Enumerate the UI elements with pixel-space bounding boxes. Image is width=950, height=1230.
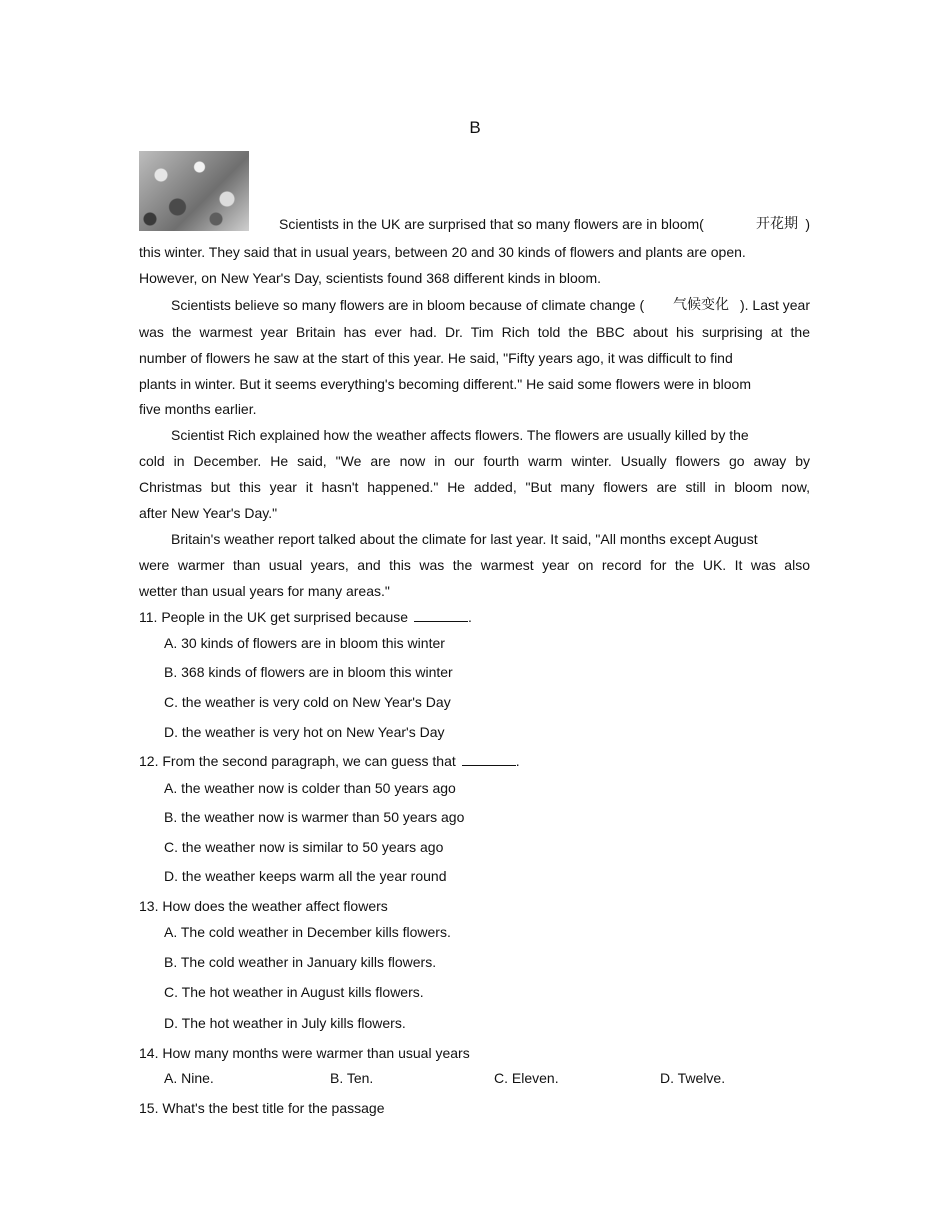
section-label: B (469, 118, 481, 137)
question-14-option-b: B. Ten. (330, 1070, 374, 1086)
question-13-stem: 13. How does the weather affect flowers (139, 898, 388, 914)
answer-blank (462, 753, 516, 766)
question-14-stem: 14. How many months were warmer than usual years (139, 1045, 470, 1061)
question-13-option-b: B. The cold weather in January kills flowers. (164, 954, 437, 970)
answer-blank (414, 609, 468, 622)
passage-p2-line-5: five months earlier. (139, 401, 257, 417)
question-12-stem: 12. From the second paragraph, we can guess that . (139, 753, 520, 769)
passage-p1-line-3: However, on New Year's Day, scientists found 368 different kinds in bloom. (139, 270, 602, 286)
question-11-option-c: C. the weather is very cold on New Year's Day (164, 694, 451, 710)
question-11-option-d: D. the weather is very hot on New Year's Day (164, 724, 445, 740)
passage-p3-line-1: Scientist Rich explained how the weather affects flowers. The flowers are usually killed by the (171, 427, 749, 443)
passage-p1-line-1: Scientists in the UK are surprised that so many flowers are in bloom( 开花期 ) (279, 216, 810, 232)
question-12-option-b: B. the weather now is warmer than 50 years ago (164, 809, 465, 825)
question-11-option-b: B. 368 kinds of flowers are in bloom this winter (164, 664, 453, 680)
question-14-option-c: C. Eleven. (494, 1070, 559, 1086)
passage-p4-line-2: were warmer than usual years, and this was the warmest year on record for the UK. It was also (139, 557, 810, 573)
question-13-option-c: C. The hot weather in August kills flowers. (164, 984, 424, 1000)
question-12-option-a: A. the weather now is colder than 50 years ago (164, 780, 456, 796)
question-13-option-a: A. The cold weather in December kills flowers. (164, 924, 451, 940)
passage-p2-line-2: was the warmest year Britain has ever had. Dr. Tim Rich told the BBC about his surprising at the (139, 324, 810, 340)
passage-p4-line-3: wetter than usual years for many areas." (139, 583, 390, 599)
question-12-option-d: D. the weather keeps warm all the year round (164, 868, 447, 884)
question-11-stem: 11. People in the UK get surprised because . (139, 609, 472, 625)
question-15-stem: 15. What's the best title for the passage (139, 1100, 385, 1116)
passage-p3-line-4: after New Year's Day." (139, 505, 278, 521)
passage-p2-line-3: number of flowers he saw at the start of this year. He said, "Fifty years ago, it was difficult to find (139, 350, 733, 366)
passage-p2-line-1: Scientists believe so many flowers are in bloom because of climate change ( 气候变化 ). Last year (171, 297, 810, 313)
question-14-option-a: A. Nine. (164, 1070, 214, 1086)
question-13-option-d: D. The hot weather in July kills flowers. (164, 1015, 406, 1031)
passage-p3-line-3: Christmas but this year it hasn't happened." He added, "But many flowers are still in bloom now, (139, 479, 810, 495)
passage-p1-line-2: this winter. They said that in usual years, between 20 and 30 kinds of flowers and plants are open. (139, 244, 746, 260)
passage-p4-line-1: Britain's weather report talked about the climate for last year. It said, "All months except August (171, 531, 758, 547)
question-12-option-c: C. the weather now is similar to 50 years ago (164, 839, 444, 855)
flower-photo (139, 151, 249, 231)
question-14-option-d: D. Twelve. (660, 1070, 726, 1086)
passage-p2-line-4: plants in winter. But it seems everything's becoming different." He said some flowers were in bloom (139, 376, 752, 392)
passage-p3-line-2: cold in December. He said, "We are now in our fourth warm winter. Usually flowers go away by (139, 453, 810, 469)
question-11-option-a: A. 30 kinds of flowers are in bloom this winter (164, 635, 445, 651)
